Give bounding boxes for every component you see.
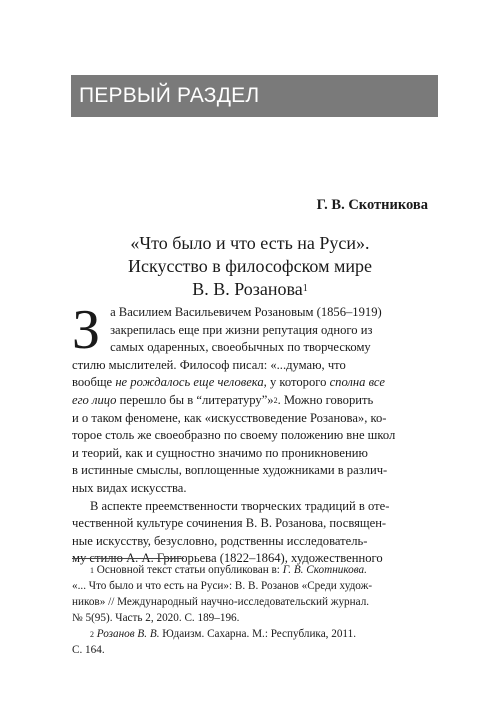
footnote-ref: 2 (273, 395, 278, 405)
text-run: перешло бы в “литературу”» (116, 392, 274, 407)
footnote-number: 1 (90, 566, 94, 575)
author-italic: Розанов В. В. (94, 628, 160, 640)
title-line-2: Искусство в философском мире (128, 256, 372, 276)
title-line-3 (72, 278, 428, 301)
section-heading: ПЕРВЫЙ РАЗДЕЛ (71, 75, 438, 117)
footnote-line: № 5(95). Часть 2, 2020. С. 189–196. (72, 612, 240, 624)
footnote-line: «... Что было и что есть на Руси»: В. В. Розанов «Среди худож- (72, 580, 373, 592)
footnotes (72, 562, 433, 658)
title-footnote-ref: 1 (302, 283, 308, 294)
quote-italic: не рождалось еще человека, (115, 375, 267, 390)
body-line: самых одаренных, своеобычных по творческому (110, 340, 371, 355)
article-title (72, 232, 428, 301)
body-line (72, 374, 433, 392)
title-line-3-text: В. В. Розанова (192, 279, 303, 299)
footnote-line (72, 562, 433, 578)
title-line-1: «Что было и что есть на Руси». (130, 233, 370, 253)
body-line: в истинные смыслы, воплощенные художниками в различ- (72, 463, 388, 478)
body-line: а Василием Васильевичем Розановым (1856–1919) (110, 305, 382, 319)
body-line (72, 392, 433, 410)
article-author: Г. В. Скотникова (316, 197, 428, 213)
body-line: и о таком феномене, как «искусствоведение Розанова», ко- (72, 410, 387, 425)
footnote-divider (72, 558, 184, 559)
author-italic: Г. В. Скотникова. (282, 564, 367, 576)
quote-italic: его лицо (72, 392, 117, 407)
article-body (72, 299, 433, 568)
body-line: В аспекте преемственности творческих традиций в оте- (90, 498, 390, 513)
footnote-number: 2 (90, 630, 94, 639)
footnote-line (72, 626, 433, 642)
text-run: Юдаизм. Сахарна. М.: Республика, 2011. (159, 628, 357, 640)
body-line: чественной культуре сочинения В. В. Розанова, посвящен- (72, 516, 387, 531)
body-line: торое столь же своеобразно по своему положению вне школ (72, 428, 396, 443)
drop-cap: З (72, 299, 101, 361)
quote-italic: сполна все (329, 375, 385, 390)
paragraph-1 (72, 299, 433, 498)
footnote-line: С. 164. (72, 644, 105, 656)
body-line: стилю мыслителей. Философ писал: «...думаю, что (72, 357, 346, 372)
text-run: вообще (72, 375, 116, 390)
body-line: закрепилась еще при жизни репутация одного из (110, 322, 373, 337)
body-line: ных видах искусства. (72, 480, 187, 495)
footnote-1 (72, 562, 433, 626)
body-line: ные искусству, безусловно, родственны исследователь- (72, 533, 368, 548)
text-run: . Можно говорить (277, 392, 374, 407)
text-run: у которого (266, 375, 330, 390)
footnote-2 (72, 626, 433, 658)
body-line: и теорий, как и сущностно значимо по проникновению (72, 445, 368, 460)
footnote-line: ников» // Международный научно-исследовательский журнал. (72, 596, 370, 608)
body-line: му стилю А. А. Григорьева (1822–1864), художественного (72, 551, 383, 566)
text-run: Основной текст статьи опубликован в: (94, 564, 283, 576)
